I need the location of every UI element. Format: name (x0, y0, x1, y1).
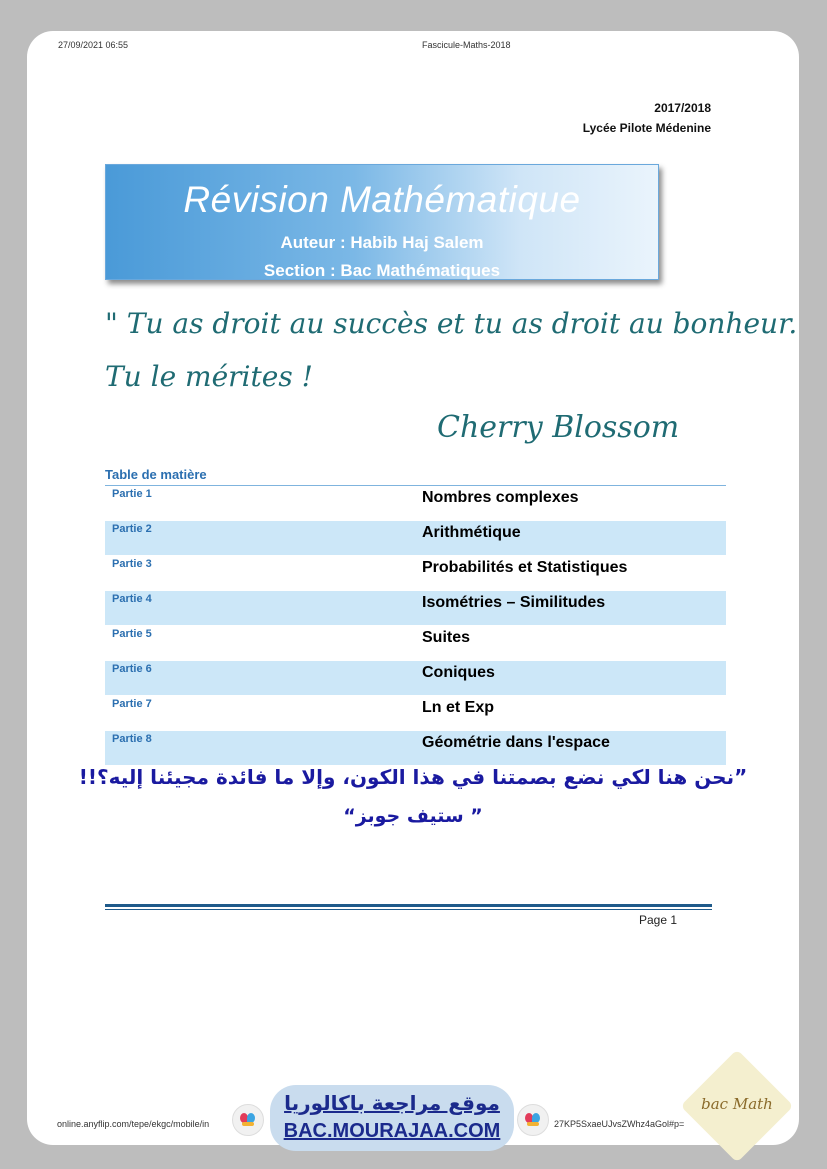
print-doc-title: Fascicule-Maths-2018 (422, 40, 511, 50)
promo-badge[interactable] (270, 1085, 514, 1151)
footer-divider (105, 904, 712, 907)
quote-signature: Cherry Blossom (437, 410, 680, 445)
toc-title: Table de matière (105, 467, 207, 482)
promo-arabic-text: موقع مراجعة باكالوريا (284, 1091, 500, 1115)
toc-subject: Isométries – Similitudes (422, 594, 606, 611)
footer-url-left[interactable]: online.anyflip.com/tepe/ekgc/mobile/in (57, 1119, 210, 1129)
footer-url-right[interactable]: 27KP5SxaeUJvsZWhz4aGol#p= (554, 1119, 685, 1129)
toc-subject: Probabilités et Statistiques (422, 559, 628, 576)
author-line: Auteur : Habib Haj Salem (280, 233, 484, 252)
document-title: Révision Mathématique (183, 179, 581, 220)
toc-part-label: Partie 8 (112, 733, 152, 745)
toc-part-label: Partie 3 (112, 558, 152, 570)
toc-part-label: Partie 2 (112, 523, 152, 535)
toc-part-label: Partie 5 (112, 628, 152, 640)
arabic-quote-author: ” ستيف جوبز“ (343, 805, 483, 827)
arabic-quote-line-1: ”نحن هنا لكي نضع بصمتنا في هذا الكون، وإلا ما فائدة مجيئنا إليه؟!! (78, 765, 748, 789)
toc-subject: Suites (422, 629, 471, 646)
table-of-contents (105, 485, 726, 766)
bac-math-logo-text: bac Math (701, 1095, 773, 1113)
quote-line-2: Tu le mérites ! (105, 360, 313, 393)
footer-divider-thin (105, 909, 712, 910)
quote-line-1: " Tu as droit au succès et tu as droit au bonheur. (105, 307, 798, 340)
toc-part-label: Partie 6 (112, 663, 152, 675)
toc-row[interactable] (105, 486, 726, 521)
toc-subject: Ln et Exp (422, 699, 495, 716)
toc-part-label: Partie 4 (112, 593, 152, 605)
toc-row[interactable] (105, 626, 726, 661)
toc-subject: Géométrie dans l'espace (422, 734, 610, 751)
toc-subject: Arithmétique (422, 524, 521, 541)
toc-row[interactable] (105, 731, 726, 766)
toc-part-label: Partie 7 (112, 698, 152, 710)
toc-row[interactable] (105, 556, 726, 591)
site-logo-icon (232, 1104, 264, 1136)
school-name: Lycée Pilote Médenine (582, 121, 711, 135)
document-page (27, 31, 799, 1145)
toc-part-label: Partie 1 (112, 488, 152, 500)
toc-row[interactable] (105, 521, 726, 556)
site-logo-icon (517, 1104, 549, 1136)
page-number: Page 1 (639, 913, 678, 927)
toc-row[interactable] (105, 591, 726, 626)
title-banner (105, 164, 659, 280)
toc-subject: Nombres complexes (422, 489, 579, 506)
toc-row[interactable] (105, 696, 726, 731)
toc-row[interactable] (105, 661, 726, 696)
section-line: Section : Bac Mathématiques (263, 261, 501, 280)
toc-subject: Coniques (422, 664, 495, 681)
print-timestamp: 27/09/2021 06:55 (58, 40, 129, 50)
school-year: 2017/2018 (654, 101, 711, 115)
promo-url[interactable]: BAC.MOURAJAA.COM (283, 1120, 501, 1142)
